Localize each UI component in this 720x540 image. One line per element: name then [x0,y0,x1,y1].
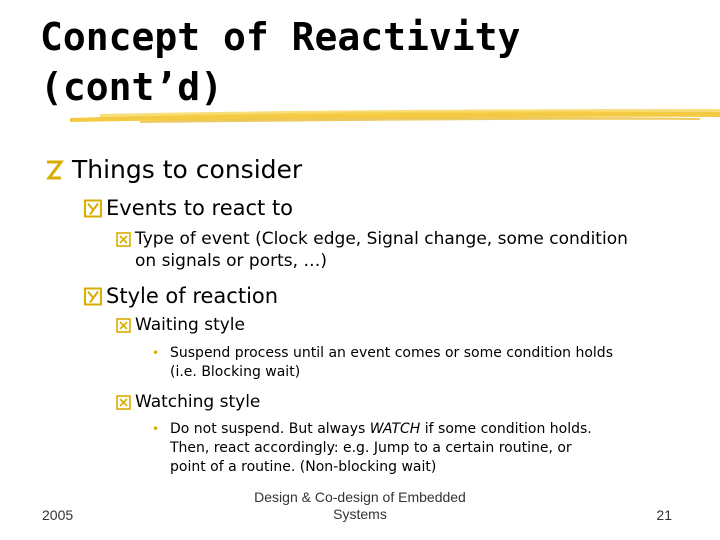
bullet-text-line-1b: if some condition holds. [420,421,592,437]
bullet-waiting-style [116,314,695,336]
bullet-text: Style of reaction [106,284,279,308]
slide-title-line-1: Concept of Reactivity [40,15,521,59]
bullet-watching-style [116,391,695,413]
bullet-watching-detail [152,420,700,477]
watch-emphasis: WATCH [369,421,421,437]
bullet-waiting-detail [152,344,700,382]
y-bullet-icon [84,287,102,306]
footer-course-line-2: Systems [333,506,387,522]
footer-year: 2005 [42,507,74,523]
dot-bullet-icon: • [152,346,160,360]
bullet-text: Events to react to [106,196,294,220]
bullet-text: Watching style [135,392,261,412]
x-bullet-icon [116,318,131,333]
bullet-text-line-2: Then, react accordingly: e.g. Jump to a certain routine, or [170,440,572,456]
y-bullet-icon [84,199,102,218]
slide-title-line-2: (cont’d) [40,65,224,109]
bullet-type-of-event [116,228,695,272]
bullet-text-line-1: Suspend process until an event comes or some condition holds [170,345,613,361]
bullet-text-line-2: on signals or ports, …) [135,251,328,271]
bullet-text-line-1a: Do not suspend. But always [170,421,370,437]
slide-title [40,12,520,112]
bullet-things-to-consider [44,154,302,186]
title-underline-brush [40,100,720,130]
bullet-text-line-2: (i.e. Blocking wait) [170,364,301,380]
bullet-events-to-react-to [84,194,293,222]
bullet-style-of-reaction [84,282,278,310]
x-bullet-icon [116,395,131,410]
footer-course-line-1: Design & Co-design of Embedded [254,489,466,505]
bullet-text: Waiting style [135,315,245,335]
footer-course-title [230,489,490,523]
z-bullet-icon [44,159,64,181]
dot-bullet-icon: • [152,422,160,436]
x-bullet-icon [116,232,131,247]
footer-page-number: 21 [656,507,672,523]
bullet-text: Things to consider [72,155,303,184]
bullet-text-line-1: Type of event (Clock edge, Signal change, some condition [135,229,628,249]
bullet-text-line-3: point of a routine. (Non-blocking wait) [170,459,437,475]
